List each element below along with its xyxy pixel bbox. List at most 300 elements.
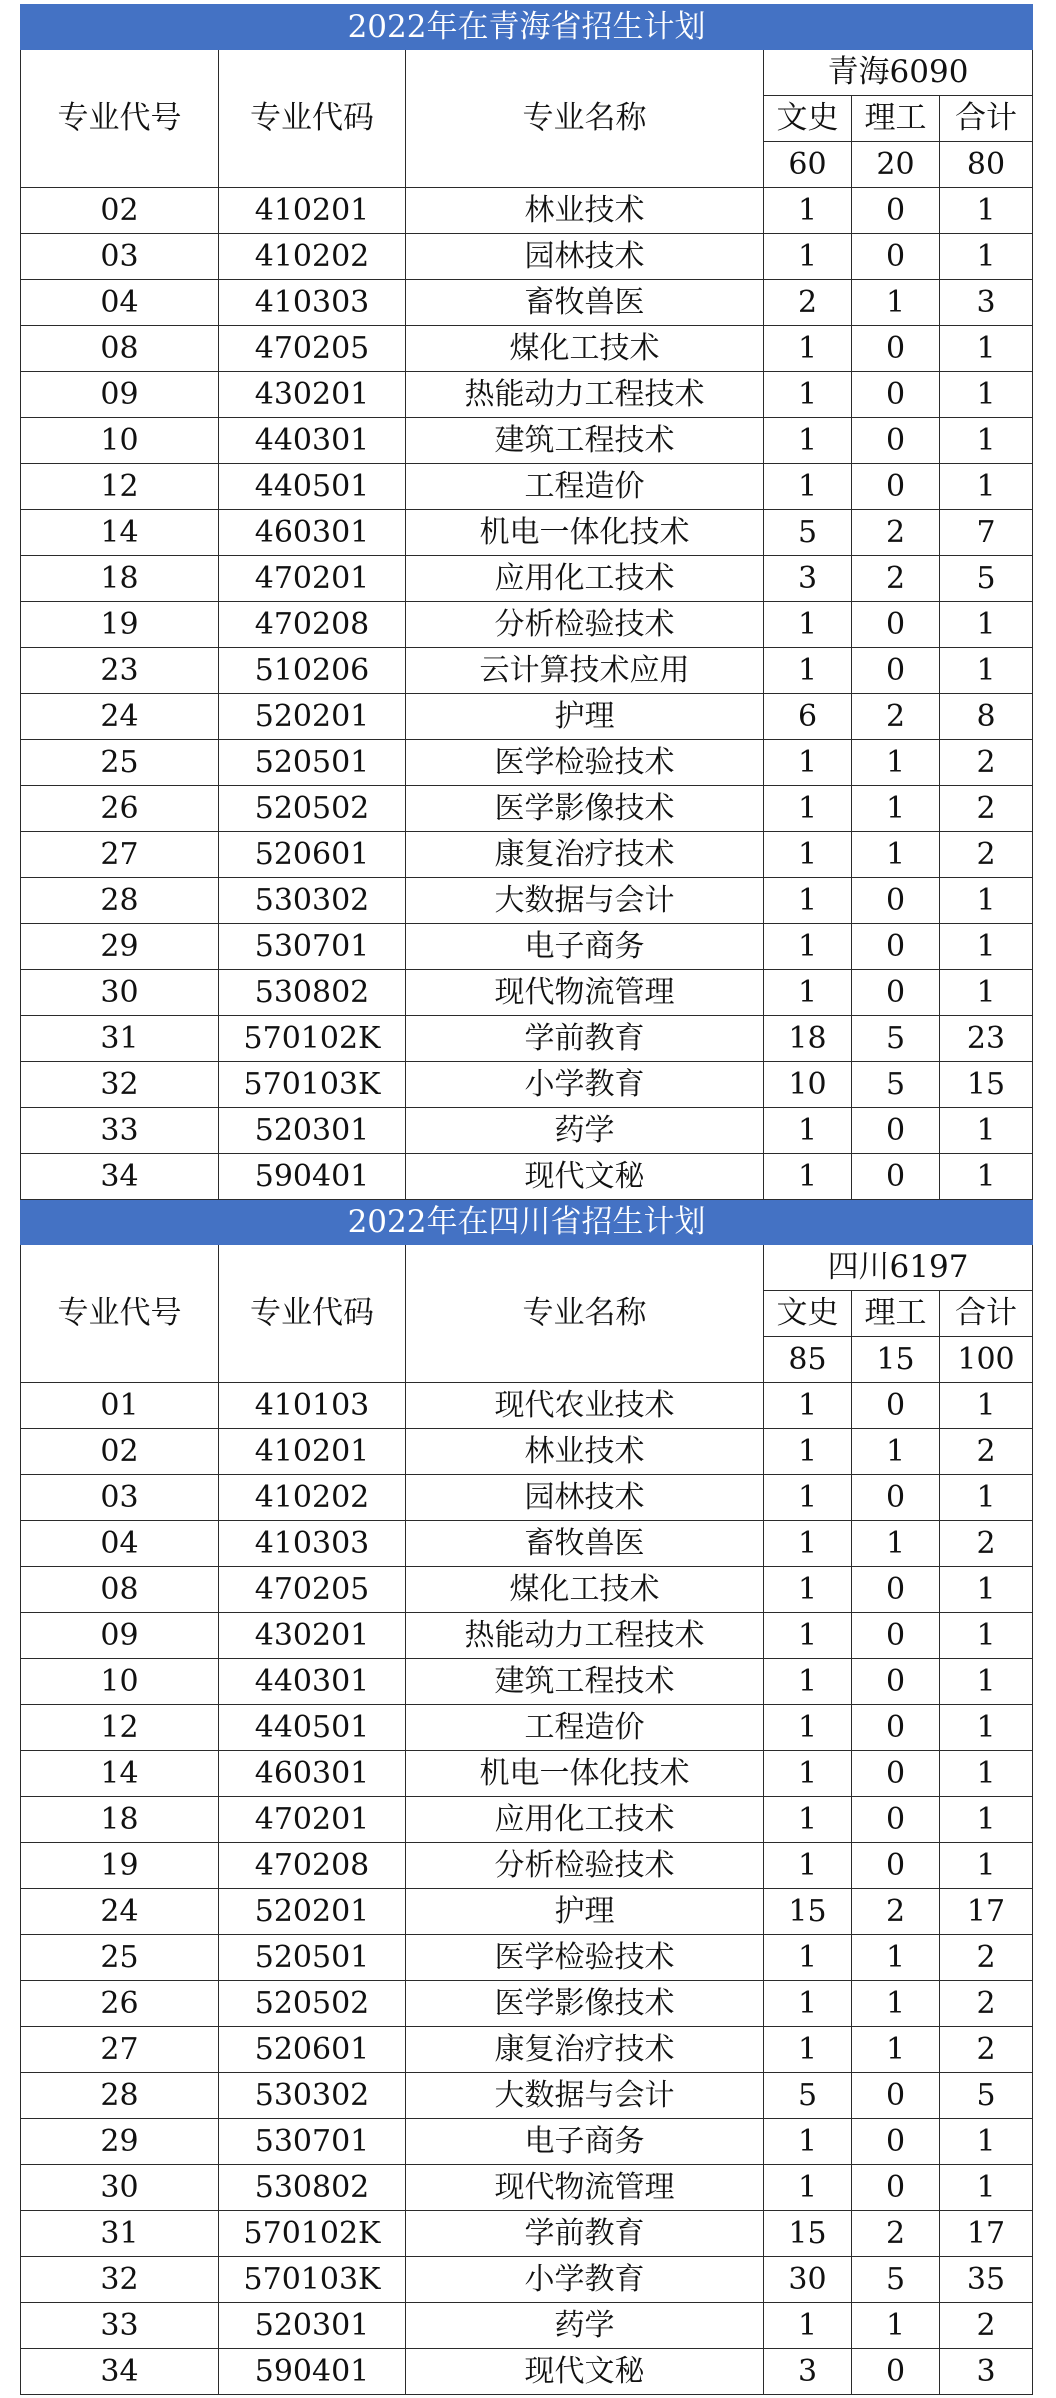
major-name-cell: 学前教育 bbox=[406, 2211, 764, 2257]
major-id-cell: 23 bbox=[21, 648, 219, 694]
major-id-cell: 33 bbox=[21, 2303, 219, 2349]
total-cell: 7 bbox=[940, 510, 1033, 556]
major-name-cell: 现代文秘 bbox=[406, 1154, 764, 1200]
major-id-cell: 29 bbox=[21, 2119, 219, 2165]
total-cell: 1 bbox=[940, 188, 1033, 234]
table-row bbox=[21, 1705, 1033, 1751]
total-cell: 8 bbox=[940, 694, 1033, 740]
major-code-cell: 570103K bbox=[219, 2257, 406, 2303]
arts-cell: 30 bbox=[764, 2257, 852, 2303]
table-row bbox=[21, 510, 1033, 556]
major-code-cell: 520301 bbox=[219, 2303, 406, 2349]
major-code-cell: 570103K bbox=[219, 1062, 406, 1108]
major-name-cell: 热能动力工程技术 bbox=[406, 372, 764, 418]
major-name-cell: 药学 bbox=[406, 1108, 764, 1154]
science-cell: 1 bbox=[852, 2027, 940, 2073]
major-name-cell: 医学检验技术 bbox=[406, 1935, 764, 1981]
major-code-cell: 520201 bbox=[219, 1889, 406, 1935]
science-cell: 1 bbox=[852, 1981, 940, 2027]
total-cell: 17 bbox=[940, 2211, 1033, 2257]
table-row bbox=[21, 924, 1033, 970]
total-cell: 1 bbox=[940, 878, 1033, 924]
table-row bbox=[21, 556, 1033, 602]
major-code-cell: 440501 bbox=[219, 464, 406, 510]
total-cell: 1 bbox=[940, 418, 1033, 464]
science-cell: 1 bbox=[852, 786, 940, 832]
major-code-cell: 530302 bbox=[219, 2073, 406, 2119]
science-cell: 2 bbox=[852, 2211, 940, 2257]
total-total: 100 bbox=[940, 1337, 1033, 1383]
total-science: 15 bbox=[852, 1337, 940, 1383]
major-name-cell: 工程造价 bbox=[406, 1705, 764, 1751]
table-row bbox=[21, 372, 1033, 418]
total-cell: 1 bbox=[940, 464, 1033, 510]
table-row bbox=[21, 188, 1033, 234]
science-cell: 5 bbox=[852, 1016, 940, 1062]
total-cell: 2 bbox=[940, 1935, 1033, 1981]
arts-cell: 1 bbox=[764, 234, 852, 280]
science-cell: 0 bbox=[852, 2349, 940, 2395]
total-cell: 1 bbox=[940, 1705, 1033, 1751]
header-major-code: 专业代码 bbox=[219, 50, 406, 188]
major-id-cell: 02 bbox=[21, 188, 219, 234]
header-major-id: 专业代号 bbox=[21, 1245, 219, 1383]
major-name-cell: 康复治疗技术 bbox=[406, 832, 764, 878]
arts-cell: 1 bbox=[764, 188, 852, 234]
major-id-cell: 09 bbox=[21, 1613, 219, 1659]
total-cell: 1 bbox=[940, 602, 1033, 648]
science-cell: 0 bbox=[852, 1383, 940, 1429]
arts-cell: 3 bbox=[764, 556, 852, 602]
major-name-cell: 应用化工技术 bbox=[406, 556, 764, 602]
major-code-cell: 590401 bbox=[219, 1154, 406, 1200]
major-code-cell: 470201 bbox=[219, 1797, 406, 1843]
science-cell: 0 bbox=[852, 1475, 940, 1521]
table-row bbox=[21, 234, 1033, 280]
major-name-cell: 建筑工程技术 bbox=[406, 418, 764, 464]
major-name-cell: 建筑工程技术 bbox=[406, 1659, 764, 1705]
total-cell: 1 bbox=[940, 970, 1033, 1016]
science-cell: 0 bbox=[852, 2165, 940, 2211]
science-cell: 0 bbox=[852, 2119, 940, 2165]
arts-cell: 1 bbox=[764, 924, 852, 970]
major-name-cell: 云计算技术应用 bbox=[406, 648, 764, 694]
table-row bbox=[21, 1889, 1033, 1935]
major-id-cell: 25 bbox=[21, 1935, 219, 1981]
total-cell: 2 bbox=[940, 2027, 1033, 2073]
science-cell: 0 bbox=[852, 1797, 940, 1843]
science-cell: 0 bbox=[852, 326, 940, 372]
header-province-code: 四川6197 bbox=[764, 1245, 1033, 1291]
major-name-cell: 医学影像技术 bbox=[406, 1981, 764, 2027]
header-row bbox=[21, 50, 1033, 96]
major-name-cell: 热能动力工程技术 bbox=[406, 1613, 764, 1659]
table-row bbox=[21, 1383, 1033, 1429]
table-row bbox=[21, 280, 1033, 326]
arts-cell: 15 bbox=[764, 2211, 852, 2257]
major-code-cell: 520201 bbox=[219, 694, 406, 740]
total-cell: 2 bbox=[940, 786, 1033, 832]
major-id-cell: 12 bbox=[21, 1705, 219, 1751]
major-id-cell: 01 bbox=[21, 1383, 219, 1429]
science-cell: 1 bbox=[852, 1935, 940, 1981]
major-name-cell: 煤化工技术 bbox=[406, 1567, 764, 1613]
total-cell: 1 bbox=[940, 1475, 1033, 1521]
header-arts: 文史 bbox=[764, 96, 852, 142]
major-name-cell: 大数据与会计 bbox=[406, 2073, 764, 2119]
total-arts: 85 bbox=[764, 1337, 852, 1383]
science-cell: 0 bbox=[852, 1108, 940, 1154]
table-row bbox=[21, 602, 1033, 648]
table-row bbox=[21, 878, 1033, 924]
enrollment-plan-table bbox=[20, 4, 1033, 2395]
arts-cell: 5 bbox=[764, 2073, 852, 2119]
header-total: 合计 bbox=[940, 96, 1033, 142]
major-id-cell: 09 bbox=[21, 372, 219, 418]
table-row bbox=[21, 1154, 1033, 1200]
major-code-cell: 520601 bbox=[219, 2027, 406, 2073]
arts-cell: 1 bbox=[764, 1659, 852, 1705]
arts-cell: 1 bbox=[764, 1383, 852, 1429]
total-cell: 35 bbox=[940, 2257, 1033, 2303]
science-cell: 1 bbox=[852, 832, 940, 878]
science-cell: 1 bbox=[852, 1429, 940, 1475]
science-cell: 0 bbox=[852, 1843, 940, 1889]
arts-cell: 1 bbox=[764, 602, 852, 648]
total-cell: 1 bbox=[940, 1613, 1033, 1659]
major-code-cell: 530701 bbox=[219, 2119, 406, 2165]
science-cell: 0 bbox=[852, 648, 940, 694]
major-name-cell: 林业技术 bbox=[406, 1429, 764, 1475]
total-cell: 1 bbox=[940, 1751, 1033, 1797]
major-name-cell: 园林技术 bbox=[406, 234, 764, 280]
table-row bbox=[21, 648, 1033, 694]
arts-cell: 1 bbox=[764, 1108, 852, 1154]
header-arts: 文史 bbox=[764, 1291, 852, 1337]
header-major-name: 专业名称 bbox=[406, 1245, 764, 1383]
science-cell: 0 bbox=[852, 1659, 940, 1705]
major-code-cell: 440301 bbox=[219, 1659, 406, 1705]
major-id-cell: 25 bbox=[21, 740, 219, 786]
total-cell: 2 bbox=[940, 740, 1033, 786]
major-name-cell: 应用化工技术 bbox=[406, 1797, 764, 1843]
major-code-cell: 570102K bbox=[219, 2211, 406, 2257]
science-cell: 1 bbox=[852, 2303, 940, 2349]
table-row bbox=[21, 2073, 1033, 2119]
major-name-cell: 现代文秘 bbox=[406, 2349, 764, 2395]
major-id-cell: 08 bbox=[21, 326, 219, 372]
arts-cell: 1 bbox=[764, 786, 852, 832]
science-cell: 5 bbox=[852, 1062, 940, 1108]
table-row bbox=[21, 418, 1033, 464]
major-code-cell: 440301 bbox=[219, 418, 406, 464]
table-row bbox=[21, 1521, 1033, 1567]
total-cell: 1 bbox=[940, 1383, 1033, 1429]
arts-cell: 10 bbox=[764, 1062, 852, 1108]
science-cell: 1 bbox=[852, 280, 940, 326]
major-id-cell: 31 bbox=[21, 1016, 219, 1062]
total-cell: 1 bbox=[940, 1154, 1033, 1200]
total-cell: 1 bbox=[940, 234, 1033, 280]
table-row bbox=[21, 1429, 1033, 1475]
major-name-cell: 护理 bbox=[406, 1889, 764, 1935]
table-row bbox=[21, 1751, 1033, 1797]
science-cell: 5 bbox=[852, 2257, 940, 2303]
major-id-cell: 24 bbox=[21, 1889, 219, 1935]
total-cell: 1 bbox=[940, 372, 1033, 418]
science-cell: 2 bbox=[852, 694, 940, 740]
major-name-cell: 分析检验技术 bbox=[406, 602, 764, 648]
arts-cell: 1 bbox=[764, 2303, 852, 2349]
major-code-cell: 460301 bbox=[219, 1751, 406, 1797]
major-id-cell: 18 bbox=[21, 556, 219, 602]
total-cell: 1 bbox=[940, 1843, 1033, 1889]
major-id-cell: 30 bbox=[21, 970, 219, 1016]
total-cell: 3 bbox=[940, 280, 1033, 326]
arts-cell: 1 bbox=[764, 2119, 852, 2165]
science-cell: 0 bbox=[852, 188, 940, 234]
major-name-cell: 护理 bbox=[406, 694, 764, 740]
major-id-cell: 29 bbox=[21, 924, 219, 970]
table-row bbox=[21, 1659, 1033, 1705]
table-row bbox=[21, 1843, 1033, 1889]
section-title-row bbox=[21, 5, 1033, 50]
science-cell: 2 bbox=[852, 510, 940, 556]
section-title-row bbox=[21, 1200, 1033, 1245]
major-code-cell: 520502 bbox=[219, 786, 406, 832]
science-cell: 0 bbox=[852, 464, 940, 510]
major-id-cell: 26 bbox=[21, 786, 219, 832]
major-name-cell: 机电一体化技术 bbox=[406, 1751, 764, 1797]
arts-cell: 1 bbox=[764, 1567, 852, 1613]
total-total: 80 bbox=[940, 142, 1033, 188]
arts-cell: 6 bbox=[764, 694, 852, 740]
science-cell: 0 bbox=[852, 878, 940, 924]
total-cell: 5 bbox=[940, 556, 1033, 602]
major-name-cell: 大数据与会计 bbox=[406, 878, 764, 924]
header-science: 理工 bbox=[852, 1291, 940, 1337]
major-name-cell: 工程造价 bbox=[406, 464, 764, 510]
major-id-cell: 10 bbox=[21, 1659, 219, 1705]
table-row bbox=[21, 740, 1033, 786]
major-name-cell: 煤化工技术 bbox=[406, 326, 764, 372]
arts-cell: 1 bbox=[764, 832, 852, 878]
major-code-cell: 440501 bbox=[219, 1705, 406, 1751]
major-code-cell: 410303 bbox=[219, 280, 406, 326]
major-name-cell: 分析检验技术 bbox=[406, 1843, 764, 1889]
science-cell: 0 bbox=[852, 602, 940, 648]
major-name-cell: 现代物流管理 bbox=[406, 970, 764, 1016]
major-code-cell: 470205 bbox=[219, 326, 406, 372]
header-major-code: 专业代码 bbox=[219, 1245, 406, 1383]
total-cell: 2 bbox=[940, 1521, 1033, 1567]
total-cell: 3 bbox=[940, 2349, 1033, 2395]
major-code-cell: 470205 bbox=[219, 1567, 406, 1613]
major-id-cell: 27 bbox=[21, 832, 219, 878]
major-code-cell: 410202 bbox=[219, 1475, 406, 1521]
major-code-cell: 570102K bbox=[219, 1016, 406, 1062]
major-code-cell: 520502 bbox=[219, 1981, 406, 2027]
major-id-cell: 14 bbox=[21, 510, 219, 556]
major-name-cell: 畜牧兽医 bbox=[406, 1521, 764, 1567]
major-name-cell: 林业技术 bbox=[406, 188, 764, 234]
major-name-cell: 医学检验技术 bbox=[406, 740, 764, 786]
major-id-cell: 28 bbox=[21, 2073, 219, 2119]
science-cell: 0 bbox=[852, 1705, 940, 1751]
enrollment-plan-document bbox=[20, 4, 1032, 2395]
major-id-cell: 32 bbox=[21, 1062, 219, 1108]
major-id-cell: 02 bbox=[21, 1429, 219, 1475]
arts-cell: 1 bbox=[764, 1935, 852, 1981]
table-row bbox=[21, 2211, 1033, 2257]
major-id-cell: 34 bbox=[21, 1154, 219, 1200]
major-id-cell: 08 bbox=[21, 1567, 219, 1613]
table-row bbox=[21, 1981, 1033, 2027]
major-id-cell: 34 bbox=[21, 2349, 219, 2395]
table-row bbox=[21, 464, 1033, 510]
science-cell: 0 bbox=[852, 1613, 940, 1659]
arts-cell: 1 bbox=[764, 1521, 852, 1567]
major-name-cell: 医学影像技术 bbox=[406, 786, 764, 832]
total-cell: 2 bbox=[940, 1981, 1033, 2027]
section-title: 2022年在四川省招生计划 bbox=[21, 1200, 1033, 1245]
arts-cell: 1 bbox=[764, 1981, 852, 2027]
total-cell: 1 bbox=[940, 2165, 1033, 2211]
total-cell: 1 bbox=[940, 2119, 1033, 2165]
total-cell: 1 bbox=[940, 1567, 1033, 1613]
total-cell: 1 bbox=[940, 326, 1033, 372]
major-id-cell: 27 bbox=[21, 2027, 219, 2073]
arts-cell: 1 bbox=[764, 2027, 852, 2073]
table-row bbox=[21, 1108, 1033, 1154]
total-cell: 1 bbox=[940, 1108, 1033, 1154]
table-row bbox=[21, 832, 1033, 878]
major-code-cell: 520501 bbox=[219, 740, 406, 786]
major-id-cell: 04 bbox=[21, 1521, 219, 1567]
arts-cell: 1 bbox=[764, 372, 852, 418]
table-row bbox=[21, 694, 1033, 740]
major-code-cell: 410303 bbox=[219, 1521, 406, 1567]
section-title: 2022年在青海省招生计划 bbox=[21, 5, 1033, 50]
total-cell: 15 bbox=[940, 1062, 1033, 1108]
arts-cell: 1 bbox=[764, 1613, 852, 1659]
major-name-cell: 机电一体化技术 bbox=[406, 510, 764, 556]
table-row bbox=[21, 2165, 1033, 2211]
arts-cell: 1 bbox=[764, 1843, 852, 1889]
total-science: 20 bbox=[852, 142, 940, 188]
major-name-cell: 小学教育 bbox=[406, 1062, 764, 1108]
science-cell: 2 bbox=[852, 1889, 940, 1935]
major-code-cell: 470201 bbox=[219, 556, 406, 602]
table-row bbox=[21, 1613, 1033, 1659]
science-cell: 2 bbox=[852, 556, 940, 602]
header-major-name: 专业名称 bbox=[406, 50, 764, 188]
major-code-cell: 410202 bbox=[219, 234, 406, 280]
header-total: 合计 bbox=[940, 1291, 1033, 1337]
major-id-cell: 28 bbox=[21, 878, 219, 924]
total-cell: 23 bbox=[940, 1016, 1033, 1062]
arts-cell: 1 bbox=[764, 464, 852, 510]
total-arts: 60 bbox=[764, 142, 852, 188]
total-cell: 17 bbox=[940, 1889, 1033, 1935]
arts-cell: 1 bbox=[764, 1154, 852, 1200]
major-code-cell: 530802 bbox=[219, 2165, 406, 2211]
major-name-cell: 园林技术 bbox=[406, 1475, 764, 1521]
major-code-cell: 530701 bbox=[219, 924, 406, 970]
major-id-cell: 33 bbox=[21, 1108, 219, 1154]
major-name-cell: 学前教育 bbox=[406, 1016, 764, 1062]
arts-cell: 1 bbox=[764, 1797, 852, 1843]
arts-cell: 3 bbox=[764, 2349, 852, 2395]
table-row bbox=[21, 1016, 1033, 1062]
arts-cell: 1 bbox=[764, 1429, 852, 1475]
table-row bbox=[21, 1797, 1033, 1843]
total-cell: 1 bbox=[940, 648, 1033, 694]
total-cell: 2 bbox=[940, 832, 1033, 878]
major-code-cell: 520601 bbox=[219, 832, 406, 878]
major-code-cell: 460301 bbox=[219, 510, 406, 556]
major-code-cell: 410201 bbox=[219, 188, 406, 234]
header-province-code: 青海6090 bbox=[764, 50, 1033, 96]
header-row bbox=[21, 1245, 1033, 1291]
total-cell: 1 bbox=[940, 924, 1033, 970]
major-name-cell: 畜牧兽医 bbox=[406, 280, 764, 326]
total-cell: 1 bbox=[940, 1659, 1033, 1705]
major-code-cell: 510206 bbox=[219, 648, 406, 694]
arts-cell: 1 bbox=[764, 1751, 852, 1797]
header-science: 理工 bbox=[852, 96, 940, 142]
science-cell: 1 bbox=[852, 1521, 940, 1567]
header-major-id: 专业代号 bbox=[21, 50, 219, 188]
table-row bbox=[21, 1935, 1033, 1981]
arts-cell: 1 bbox=[764, 970, 852, 1016]
major-id-cell: 19 bbox=[21, 602, 219, 648]
major-name-cell: 电子商务 bbox=[406, 2119, 764, 2165]
major-id-cell: 10 bbox=[21, 418, 219, 464]
total-cell: 1 bbox=[940, 1797, 1033, 1843]
arts-cell: 1 bbox=[764, 878, 852, 924]
major-code-cell: 430201 bbox=[219, 372, 406, 418]
arts-cell: 15 bbox=[764, 1889, 852, 1935]
science-cell: 0 bbox=[852, 1751, 940, 1797]
major-code-cell: 520301 bbox=[219, 1108, 406, 1154]
table-row bbox=[21, 2119, 1033, 2165]
major-id-cell: 32 bbox=[21, 2257, 219, 2303]
arts-cell: 1 bbox=[764, 1705, 852, 1751]
major-code-cell: 590401 bbox=[219, 2349, 406, 2395]
major-id-cell: 12 bbox=[21, 464, 219, 510]
arts-cell: 1 bbox=[764, 326, 852, 372]
major-id-cell: 24 bbox=[21, 694, 219, 740]
science-cell: 0 bbox=[852, 418, 940, 464]
total-cell: 2 bbox=[940, 1429, 1033, 1475]
arts-cell: 1 bbox=[764, 1475, 852, 1521]
arts-cell: 1 bbox=[764, 740, 852, 786]
major-name-cell: 电子商务 bbox=[406, 924, 764, 970]
major-id-cell: 03 bbox=[21, 234, 219, 280]
major-id-cell: 31 bbox=[21, 2211, 219, 2257]
major-code-cell: 470208 bbox=[219, 602, 406, 648]
major-id-cell: 04 bbox=[21, 280, 219, 326]
major-name-cell: 小学教育 bbox=[406, 2257, 764, 2303]
major-name-cell: 药学 bbox=[406, 2303, 764, 2349]
table-row bbox=[21, 2027, 1033, 2073]
major-name-cell: 现代物流管理 bbox=[406, 2165, 764, 2211]
major-id-cell: 26 bbox=[21, 1981, 219, 2027]
science-cell: 0 bbox=[852, 924, 940, 970]
arts-cell: 1 bbox=[764, 2165, 852, 2211]
total-cell: 2 bbox=[940, 2303, 1033, 2349]
